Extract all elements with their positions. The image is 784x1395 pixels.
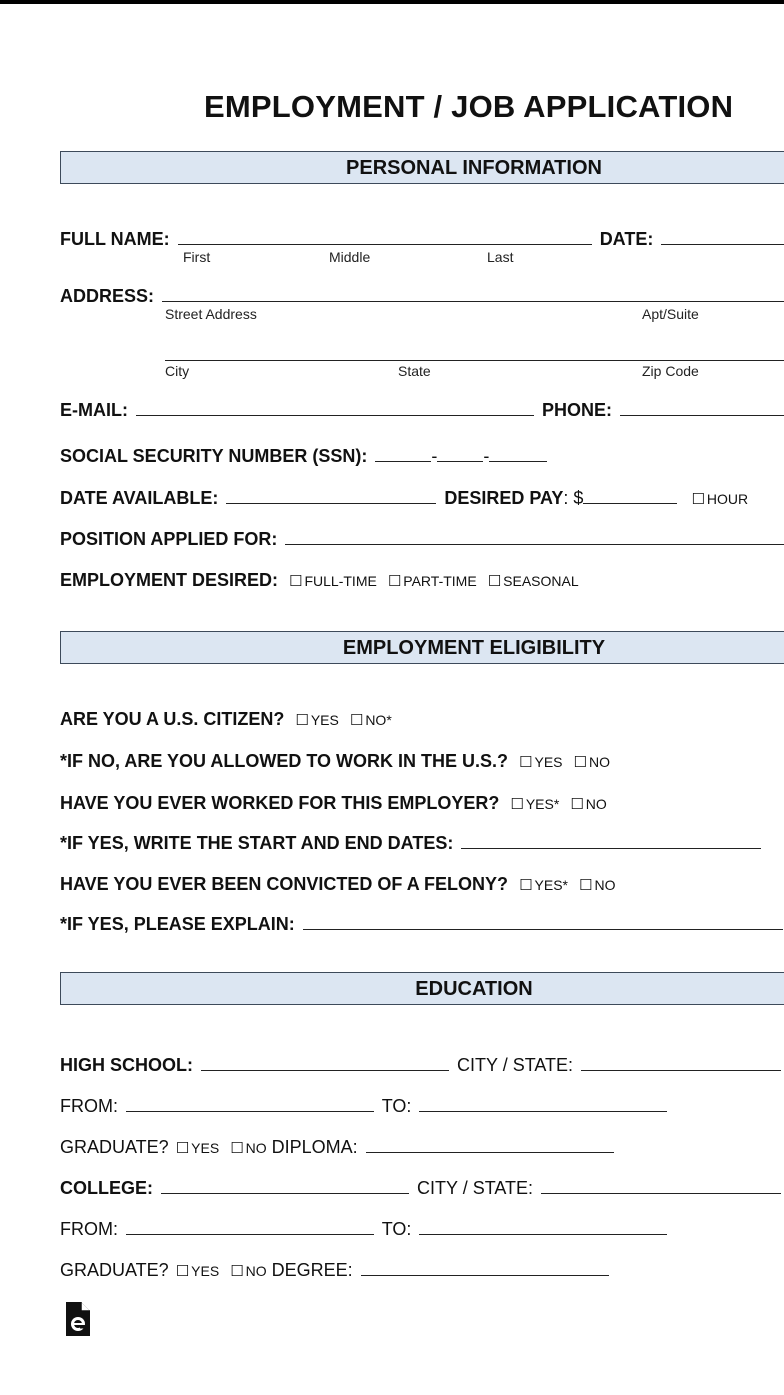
diploma-field[interactable] [366, 1135, 614, 1153]
citizen-question: ARE YOU A U.S. CITIZEN? [60, 709, 285, 729]
eforms-logo-icon [66, 1302, 90, 1336]
degree-label: DEGREE: [271, 1260, 353, 1280]
email-field[interactable] [136, 398, 534, 416]
page-title: EMPLOYMENT / JOB APPLICATION [204, 89, 734, 124]
worked-before-row [60, 792, 607, 816]
high-school-graduate-no-label: NO [245, 1140, 267, 1156]
section-header-personal [60, 151, 784, 184]
ssn-label: SOCIAL SECURITY NUMBER (SSN): [60, 446, 368, 466]
college-field[interactable] [161, 1176, 409, 1194]
high-school-row [60, 1053, 784, 1076]
section-title: EDUCATION [415, 978, 533, 1000]
college-graduate-no-label: NO [245, 1263, 267, 1279]
college-graduate-yes-label: YES [191, 1263, 220, 1279]
high-school-graduate-row [60, 1135, 617, 1160]
college-graduate-label: GRADUATE? [60, 1260, 169, 1280]
felony-row [60, 873, 615, 897]
worked-before-no-checkbox[interactable]: ☐ [570, 796, 584, 813]
work-allowed-yes-label: YES [534, 754, 563, 770]
section-title: EMPLOYMENT ELIGIBILITY [342, 637, 606, 659]
worked-before-yes-label: YES* [525, 796, 560, 812]
address-row [60, 284, 784, 307]
citizen-row [60, 708, 392, 732]
name-last-label: Last [487, 249, 514, 265]
high-school-field[interactable] [201, 1053, 449, 1071]
ssn-part-3[interactable] [489, 444, 547, 462]
college-city-state-label: CITY / STATE: [417, 1178, 534, 1198]
felony-explain-field[interactable] [303, 912, 783, 930]
high-school-to-field[interactable] [419, 1094, 667, 1112]
desired-pay-label: DESIRED PAY [444, 488, 564, 508]
college-label: COLLEGE: [60, 1178, 153, 1198]
worked-before-no-label: NO [585, 796, 607, 812]
ssn-separator: - [431, 446, 438, 466]
part-time-checkbox[interactable]: ☐ [387, 573, 402, 590]
worked-before-question: HAVE YOU EVER WORKED FOR THIS EMPLOYER? [60, 793, 500, 813]
college-graduate-no-checkbox[interactable]: ☐ [230, 1263, 244, 1280]
city-label: City [165, 363, 190, 379]
full-name-row [60, 227, 784, 250]
city-state-zip-field[interactable] [165, 360, 784, 361]
position-field[interactable] [285, 527, 784, 545]
college-to-field[interactable] [419, 1217, 667, 1235]
top-border [0, 0, 784, 4]
employment-desired-row [60, 569, 579, 593]
date-available-label: DATE AVAILABLE: [60, 488, 219, 508]
college-dates-row [60, 1217, 670, 1240]
work-allowed-no-label: NO [588, 754, 610, 770]
full-name-field[interactable] [178, 227, 592, 245]
college-row [60, 1176, 784, 1199]
work-allowed-row [60, 750, 610, 774]
apt-suite-label: Apt/Suite [642, 306, 699, 322]
email-label: E-MAIL: [60, 400, 128, 420]
name-first-label: First [183, 249, 211, 265]
ssn-separator: - [483, 446, 490, 466]
address-label: ADDRESS: [60, 286, 155, 306]
college-from-field[interactable] [126, 1217, 374, 1235]
ssn-row [60, 444, 550, 467]
hour-checkbox[interactable]: ☐ [691, 491, 705, 508]
felony-explain-row [60, 912, 784, 935]
high-school-from-field[interactable] [126, 1094, 374, 1112]
ssn-part-2[interactable] [437, 444, 483, 462]
felony-yes-label: YES* [534, 877, 568, 893]
name-middle-label: Middle [329, 249, 371, 265]
full-name-label: FULL NAME: [60, 229, 170, 249]
position-row [60, 527, 784, 550]
felony-explain-label: *IF YES, PLEASE EXPLAIN: [60, 914, 295, 934]
felony-no-checkbox[interactable]: ☐ [579, 877, 593, 894]
degree-field[interactable] [361, 1258, 609, 1276]
seasonal-label: SEASONAL [503, 573, 579, 589]
ssn-part-1[interactable] [375, 444, 431, 462]
worked-before-yes-checkbox[interactable]: ☐ [510, 796, 524, 813]
street-address-label: Street Address [165, 306, 257, 322]
high-school-to-label: TO: [381, 1096, 412, 1116]
start-end-dates-row [60, 831, 764, 854]
start-end-dates-field[interactable] [461, 831, 761, 849]
street-address-field[interactable] [162, 284, 784, 302]
full-time-checkbox[interactable]: ☐ [289, 573, 303, 590]
felony-question: HAVE YOU EVER BEEN CONVICTED OF A FELONY? [60, 874, 509, 894]
full-time-label: FULL-TIME [304, 573, 377, 589]
part-time-label: PART-TIME [403, 573, 477, 589]
desired-pay-dollar: : $ [563, 488, 584, 508]
citizen-no-checkbox[interactable]: ☐ [349, 712, 364, 729]
hour-option-label: HOUR [706, 491, 749, 507]
phone-label: PHONE: [542, 400, 613, 420]
high-school-city-state-field[interactable] [581, 1053, 781, 1071]
start-end-dates-question: *IF YES, WRITE THE START AND END DATES: [60, 833, 454, 853]
felony-yes-checkbox[interactable]: ☐ [519, 877, 533, 894]
diploma-label: DIPLOMA: [271, 1137, 358, 1157]
high-school-graduate-yes-checkbox[interactable]: ☐ [175, 1140, 190, 1157]
employment-desired-label: EMPLOYMENT DESIRED: [60, 570, 279, 590]
section-header-education [60, 972, 784, 1005]
college-city-state-field[interactable] [541, 1176, 781, 1194]
felony-no-label: NO [594, 877, 616, 893]
section-title: PERSONAL INFORMATION [346, 157, 602, 179]
position-label: POSITION APPLIED FOR: [60, 529, 278, 549]
work-allowed-question: *IF NO, ARE YOU ALLOWED TO WORK IN THE U.S.? [60, 751, 509, 771]
work-allowed-no-checkbox[interactable]: ☐ [573, 754, 587, 771]
date-available-row [60, 486, 748, 511]
date-available-field[interactable] [226, 486, 436, 504]
citizen-yes-label: YES [310, 712, 339, 728]
high-school-graduate-no-checkbox[interactable]: ☐ [230, 1140, 244, 1157]
state-label: State [398, 363, 431, 379]
college-from-label: FROM: [60, 1219, 118, 1239]
phone-field[interactable] [620, 398, 784, 416]
high-school-dates-row [60, 1094, 670, 1117]
email-phone-row [60, 398, 784, 421]
high-school-label: HIGH SCHOOL: [60, 1055, 193, 1075]
high-school-city-state-label: CITY / STATE: [457, 1055, 574, 1075]
section-header-eligibility [60, 631, 784, 664]
college-graduate-yes-checkbox[interactable]: ☐ [175, 1263, 190, 1280]
college-to-label: TO: [381, 1219, 412, 1239]
zip-code-label: Zip Code [642, 363, 699, 379]
work-allowed-yes-checkbox[interactable]: ☐ [519, 754, 533, 771]
college-graduate-row [60, 1258, 612, 1283]
citizen-no-label: NO* [365, 712, 392, 728]
high-school-from-label: FROM: [60, 1096, 118, 1116]
high-school-graduate-yes-label: YES [191, 1140, 220, 1156]
seasonal-checkbox[interactable]: ☐ [487, 573, 502, 590]
desired-pay-field[interactable] [583, 486, 677, 504]
high-school-graduate-label: GRADUATE? [60, 1137, 169, 1157]
citizen-yes-checkbox[interactable]: ☐ [295, 712, 309, 729]
date-field[interactable] [661, 227, 784, 245]
date-label: DATE: [599, 229, 654, 249]
